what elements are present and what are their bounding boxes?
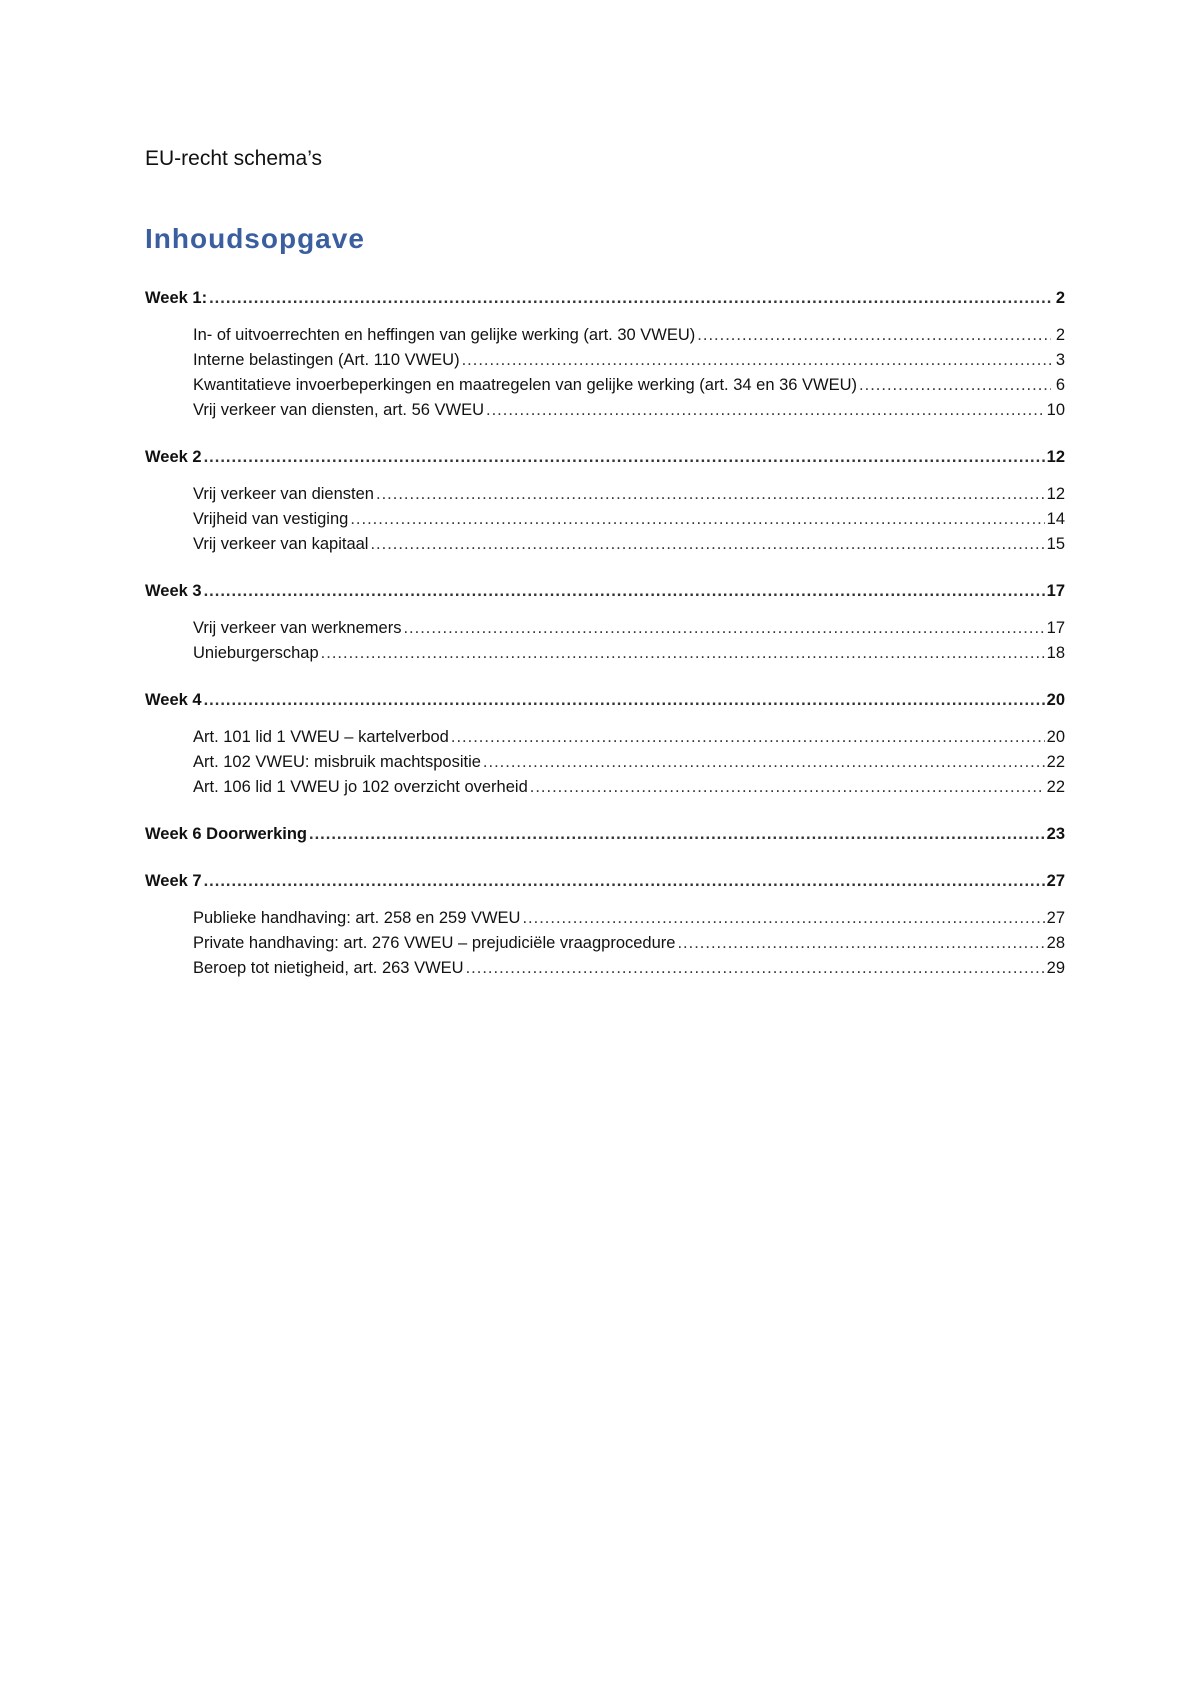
toc-page-number: 10 — [1046, 401, 1065, 419]
toc-page-number: 6 — [1055, 376, 1065, 394]
toc-page-number: 12 — [1046, 485, 1065, 503]
toc-entry-vrijheid-vestiging[interactable] — [145, 507, 1065, 532]
toc-entry-kwantitatieve-invoerbeperkingen[interactable] — [145, 373, 1065, 398]
toc-group-week-6 — [145, 822, 1065, 847]
toc-page-number: 14 — [1046, 510, 1065, 528]
toc-dot-leader — [859, 373, 1051, 398]
toc-entry-label: Unieburgerschap — [193, 644, 319, 662]
toc-dot-leader — [677, 931, 1044, 956]
toc-page-number: 20 — [1046, 691, 1065, 709]
toc-entry-label: Vrij verkeer van werknemers — [193, 619, 402, 637]
toc-entry-label: Week 3 — [145, 582, 202, 600]
toc-entry-label: Vrijheid van vestiging — [193, 510, 349, 528]
toc-entry-label: Vrij verkeer van diensten — [193, 485, 374, 503]
toc-dot-leader — [451, 725, 1045, 750]
toc-page-number: 17 — [1046, 582, 1065, 600]
toc-entry-overzicht-overheid[interactable] — [145, 775, 1065, 800]
toc-page-number: 15 — [1046, 535, 1065, 553]
toc-page-number: 23 — [1046, 825, 1065, 843]
toc-entry-vrij-verkeer-diensten-art56[interactable] — [145, 398, 1065, 423]
toc-dot-leader — [204, 445, 1045, 470]
toc-page-number: 3 — [1055, 351, 1065, 369]
toc-dot-leader — [697, 323, 1051, 348]
toc-entry-week-1[interactable] — [145, 286, 1065, 311]
toc-entry-label: Week 7 — [145, 872, 202, 890]
toc-dot-leader — [403, 616, 1044, 641]
toc-entry-label: Beroep tot nietigheid, art. 263 VWEU — [193, 959, 464, 977]
toc-entry-label: Week 6 Doorwerking — [145, 825, 307, 843]
toc-entry-vrij-verkeer-werknemers[interactable] — [145, 616, 1065, 641]
toc-entry-misbruik-machtspositie[interactable] — [145, 750, 1065, 775]
toc-dot-leader — [309, 822, 1045, 847]
toc-entry-label: Art. 102 VWEU: misbruik machtspositie — [193, 753, 481, 771]
toc-dot-leader — [204, 688, 1045, 713]
toc-entry-week-4[interactable] — [145, 688, 1065, 713]
toc-page-number: 28 — [1046, 934, 1065, 952]
toc-dot-leader — [209, 286, 1051, 311]
toc-group-week-2 — [145, 445, 1065, 557]
toc-entry-label: Publieke handhaving: art. 258 en 259 VWEU — [193, 909, 521, 927]
toc-entry-vrij-verkeer-diensten[interactable] — [145, 482, 1065, 507]
toc-dot-leader — [321, 641, 1045, 666]
toc-entry-publieke-handhaving[interactable] — [145, 906, 1065, 931]
toc-entry-week-3[interactable] — [145, 579, 1065, 604]
toc-dot-leader — [462, 348, 1051, 373]
toc-entry-week-7[interactable] — [145, 869, 1065, 894]
toc-page-number: 12 — [1046, 448, 1065, 466]
toc-page-number: 2 — [1055, 289, 1065, 307]
toc-entry-interne-belastingen[interactable] — [145, 348, 1065, 373]
toc-dot-leader — [486, 398, 1045, 423]
toc-dot-leader — [522, 906, 1044, 931]
toc-entry-label: Week 4 — [145, 691, 202, 709]
toc-entry-week-6[interactable] — [145, 822, 1065, 847]
toc-entry-vrij-verkeer-kapitaal[interactable] — [145, 532, 1065, 557]
toc-page-number: 20 — [1046, 728, 1065, 746]
toc-dot-leader — [370, 532, 1044, 557]
toc-dot-leader — [204, 579, 1045, 604]
toc-entry-invoerrechten[interactable] — [145, 323, 1065, 348]
toc-page-number: 29 — [1046, 959, 1065, 977]
toc-page-number: 22 — [1046, 753, 1065, 771]
toc-page-number: 17 — [1046, 619, 1065, 637]
toc-entry-label: Art. 101 lid 1 VWEU – kartelverbod — [193, 728, 449, 746]
toc-page-number: 2 — [1055, 326, 1065, 344]
toc-entry-label: Art. 106 lid 1 VWEU jo 102 overzicht overheid — [193, 778, 528, 796]
toc-page-number: 27 — [1046, 872, 1065, 890]
toc-entry-week-2[interactable] — [145, 445, 1065, 470]
toc-entry-label: Private handhaving: art. 276 VWEU – prejudiciële vraagprocedure — [193, 934, 676, 952]
document-title: EU-recht schema’s — [145, 147, 323, 170]
toc-entry-label: In- of uitvoerrechten en heffingen van gelijke werking (art. 30 VWEU) — [193, 326, 696, 344]
toc-entry-label: Vrij verkeer van diensten, art. 56 VWEU — [193, 401, 485, 419]
toc-group-week-7 — [145, 869, 1065, 981]
toc-entry-label: Week 2 — [145, 448, 202, 466]
toc-dot-leader — [483, 750, 1045, 775]
toc-group-week-1 — [145, 286, 1065, 423]
toc-entry-kartelverbod[interactable] — [145, 725, 1065, 750]
toc-dot-leader — [350, 507, 1044, 532]
toc-page-number: 18 — [1046, 644, 1065, 662]
table-of-contents — [145, 286, 1065, 1003]
toc-entry-beroep-nietigheid[interactable] — [145, 956, 1065, 981]
toc-entry-label: Vrij verkeer van kapitaal — [193, 535, 369, 553]
toc-group-week-4 — [145, 688, 1065, 800]
toc-dot-leader — [530, 775, 1045, 800]
toc-entry-label: Week 1: — [145, 289, 208, 307]
toc-group-week-3 — [145, 579, 1065, 666]
toc-entry-label: Interne belastingen (Art. 110 VWEU) — [193, 351, 460, 369]
toc-page-number: 22 — [1046, 778, 1065, 796]
toc-page-number: 27 — [1046, 909, 1065, 927]
toc-entry-private-handhaving[interactable] — [145, 931, 1065, 956]
toc-dot-leader — [466, 956, 1045, 981]
toc-entry-unieburgerschap[interactable] — [145, 641, 1065, 666]
toc-heading: Inhoudsopgave — [145, 223, 365, 254]
toc-entry-label: Kwantitatieve invoerbeperkingen en maatregelen van gelijke werking (art. 34 en 36 VWEU) — [193, 376, 858, 394]
toc-dot-leader — [204, 869, 1045, 894]
toc-dot-leader — [376, 482, 1045, 507]
